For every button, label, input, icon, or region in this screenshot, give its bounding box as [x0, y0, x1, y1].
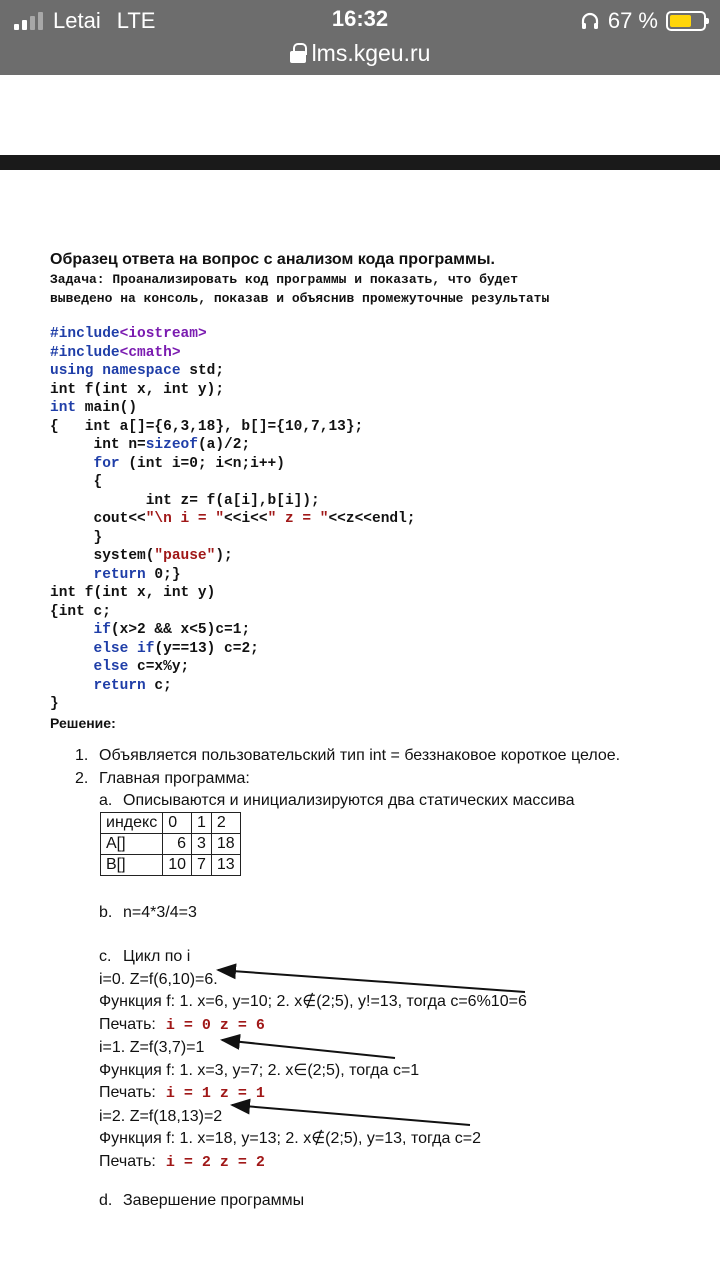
- code-line: else c=x%y;: [93, 659, 190, 675]
- page-header-band: [0, 155, 720, 170]
- arrays-table: [100, 812, 241, 876]
- iteration-call: i=0. Z=f(6,10)=6.: [99, 970, 218, 988]
- page-title: Образец ответа на вопрос с анализом кода программы.: [50, 251, 495, 268]
- code-line: }: [50, 696, 59, 712]
- code-line: {int c;: [50, 603, 111, 620]
- list-item: 1. Объявляется пользовательский тип int = беззнаковое короткое целое.: [75, 747, 621, 764]
- code-line: int z= f(a[i],b[i]);: [50, 492, 320, 509]
- code-line: {: [50, 474, 103, 490]
- table-cell: B[]: [101, 855, 163, 876]
- solution-list: [75, 745, 620, 813]
- iteration-print: Печать: i = 2 z = 2: [99, 1152, 265, 1171]
- code-line: else if(y==13) c=2;: [93, 640, 259, 657]
- url-text: lms.kgeu.ru: [311, 39, 431, 66]
- loop-section: [99, 946, 527, 1174]
- iteration-func: Функция f: 1. x=3, y=7; 2. x∈(2;5), тогда c=1: [99, 1061, 420, 1079]
- item-c: c. Цикл по i: [99, 948, 191, 965]
- task-line: выведено на консоль, показав и объяснив промежуточные результаты: [50, 291, 550, 306]
- task-line: Задача: Проанализировать код программы и показать, что будет: [50, 272, 519, 287]
- code-listing: [50, 325, 416, 714]
- iteration-print: Печать: i = 1 z = 1: [99, 1084, 265, 1102]
- code-line: for (int i=0; i<n;i++): [93, 455, 285, 472]
- list-item: 2. Главная программа:: [75, 769, 250, 787]
- iteration-func: Функция f: 1. x=6, y=10; 2. x∉(2;5), y!=13, тогда c=6%10=6: [99, 993, 527, 1010]
- iteration-call: i=1. Z=f(3,7)=1: [99, 1039, 205, 1056]
- network-type: LTE: [116, 8, 156, 33]
- table-cell: 1: [191, 813, 211, 834]
- table-cell: 3: [191, 834, 211, 855]
- code-line: using namespace std;: [50, 363, 225, 379]
- battery-fill: [670, 15, 691, 27]
- code-line: if(x>2 && x<5)c=1;: [93, 622, 251, 638]
- code-line: int f(int x, int y);: [50, 381, 225, 398]
- carrier-name: Letai: [53, 8, 101, 33]
- iteration-func: Функция f: 1. x=18, y=13; 2. x∉(2;5), y=13, тогда c=2: [99, 1130, 482, 1147]
- iteration-call: i=2. Z=f(18,13)=2: [99, 1107, 223, 1125]
- status-right: [580, 7, 706, 35]
- table-cell: 13: [211, 855, 240, 876]
- table-cell: A[]: [101, 834, 163, 855]
- table-cell: 2: [211, 813, 240, 834]
- code-line: return c;: [93, 677, 172, 694]
- table-row: [101, 855, 241, 876]
- table-row: [101, 834, 241, 855]
- document-header: [50, 250, 700, 308]
- code-line: return 0;}: [93, 566, 181, 583]
- table-cell: 10: [163, 855, 192, 876]
- code-line: #include<cmath>: [50, 344, 181, 361]
- headphones-icon: [580, 11, 600, 31]
- table-row: [101, 813, 241, 834]
- code-line: }: [50, 529, 103, 546]
- list-item: a. Описываются и инициализируются два статических массива: [99, 792, 575, 809]
- code-line: system("pause");: [50, 548, 233, 564]
- code-line: int f(int x, int y): [50, 585, 216, 601]
- solution-label: Решение:: [50, 715, 116, 731]
- table-cell: 18: [211, 834, 240, 855]
- lock-icon: [290, 43, 306, 63]
- code-line: int main(): [50, 400, 138, 416]
- battery-percent: 67 %: [607, 8, 658, 33]
- address-bar[interactable]: [0, 38, 720, 68]
- table-cell: индекс: [101, 813, 163, 834]
- iteration-print: Печать: i = 0 z = 6: [99, 1015, 265, 1034]
- table-cell: 7: [191, 855, 211, 876]
- code-line: cout<<"\n i = "<<i<<" z = "<<z<<endl;: [50, 511, 416, 527]
- code-line: #include<iostream>: [50, 326, 207, 342]
- battery-icon: [666, 11, 706, 31]
- table-cell: 6: [163, 834, 192, 855]
- code-line: int n=sizeof(a)/2;: [50, 437, 251, 453]
- code-line: { int a[]={6,3,18}, b[]={10,7,13};: [50, 418, 364, 435]
- item-d: d. Завершение программы: [99, 1192, 305, 1209]
- table-cell: 0: [163, 813, 192, 834]
- status-bar: [0, 0, 720, 75]
- clock: 16:32: [331, 6, 389, 31]
- item-b: b. n=4*3/4=3: [99, 904, 197, 921]
